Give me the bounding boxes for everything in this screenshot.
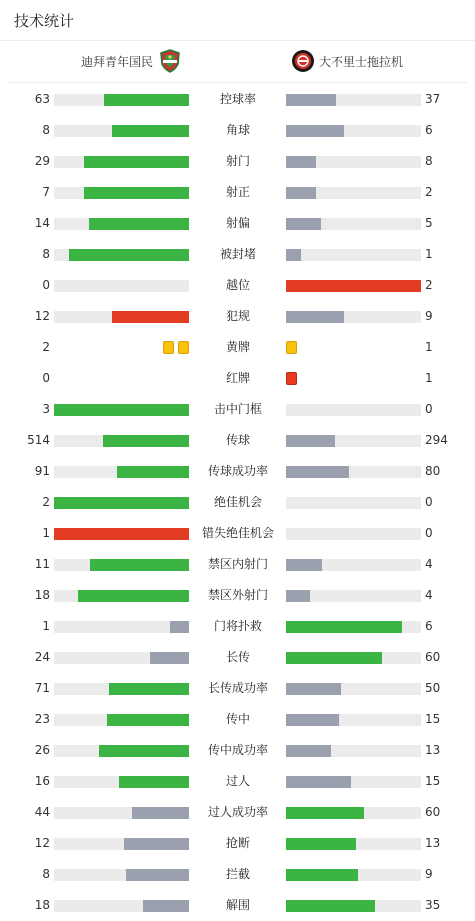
- home-bar-fill: [90, 559, 189, 571]
- home-value: 2: [42, 340, 50, 354]
- stat-row: [0, 549, 475, 580]
- stat-row: [0, 208, 475, 239]
- home-team[interactable]: [81, 49, 182, 73]
- stat-row: [0, 735, 475, 766]
- home-bar-fill: [117, 466, 189, 478]
- away-bar-track: [286, 218, 421, 230]
- stat-label: 抢断: [225, 836, 250, 850]
- away-value: 13: [425, 836, 441, 850]
- stat-label: 拦截: [225, 867, 250, 881]
- stat-label: 解围: [225, 898, 250, 912]
- home-value: 8: [42, 867, 50, 881]
- away-bar-fill: [286, 714, 339, 726]
- home-bar-track: [54, 776, 189, 788]
- away-bar-fill: [286, 94, 336, 106]
- home-value: 0: [42, 278, 50, 292]
- home-bar-track: [54, 497, 189, 509]
- home-value: 16: [34, 774, 50, 788]
- stat-row: [0, 890, 475, 921]
- away-bar-fill: [286, 869, 358, 881]
- shield-crest-icon: [158, 49, 182, 73]
- away-value: 15: [425, 712, 441, 726]
- home-cards: [163, 341, 189, 354]
- stat-row: [0, 859, 475, 890]
- away-bar-track: [286, 94, 421, 106]
- away-value: 0: [425, 402, 433, 416]
- away-bar-fill: [286, 466, 349, 478]
- stat-row: [0, 518, 475, 549]
- round-crest-icon: [291, 49, 315, 73]
- away-bar-track: [286, 838, 421, 850]
- away-bar-fill: [286, 280, 421, 292]
- away-bar-track: [286, 900, 421, 912]
- home-bar-fill: [78, 590, 189, 602]
- stat-row: [0, 611, 475, 642]
- away-value: 15: [425, 774, 441, 788]
- away-bar-track: [286, 807, 421, 819]
- away-bar-fill: [286, 590, 310, 602]
- home-bar-track: [54, 838, 189, 850]
- home-bar-track: [54, 590, 189, 602]
- home-bar-track: [54, 683, 189, 695]
- away-value: 4: [425, 588, 433, 602]
- home-value: 71: [34, 681, 50, 695]
- home-bar-fill: [150, 652, 189, 664]
- yellow-card-icon: [178, 341, 189, 354]
- away-bar-fill: [286, 218, 321, 230]
- home-bar-track: [54, 714, 189, 726]
- away-bar-fill: [286, 621, 402, 633]
- stat-row: [0, 177, 475, 208]
- yellow-card-icon: [163, 341, 174, 354]
- stat-row: [0, 301, 475, 332]
- stat-row: [0, 394, 475, 425]
- home-bar-track: [54, 187, 189, 199]
- stat-label: 黄牌: [225, 340, 250, 354]
- away-value: 5: [425, 216, 433, 230]
- home-value: 26: [34, 743, 50, 757]
- home-value: 29: [34, 154, 50, 168]
- stat-row: [0, 580, 475, 611]
- away-bar-track: [286, 683, 421, 695]
- home-bar-fill: [124, 838, 189, 850]
- away-bar-fill: [286, 156, 316, 168]
- home-bar-fill: [103, 435, 189, 447]
- home-bar-fill: [170, 621, 189, 633]
- teams-bar: [8, 41, 467, 83]
- home-value: 7: [42, 185, 50, 199]
- stat-row: [0, 642, 475, 673]
- home-bar-track: [54, 218, 189, 230]
- home-team-name: 迪拜青年国民: [80, 54, 153, 69]
- away-value: 6: [425, 619, 433, 633]
- away-bar-track: [286, 404, 421, 416]
- home-bar-track: [54, 559, 189, 571]
- home-value: 11: [34, 557, 50, 571]
- home-bar-fill: [54, 497, 189, 509]
- stat-label: 过人成功率: [207, 805, 268, 819]
- home-value: 12: [34, 836, 50, 850]
- stat-label: 过人: [225, 774, 250, 788]
- home-bar-fill: [84, 156, 189, 168]
- home-bar-track: [54, 869, 189, 881]
- home-value: 18: [34, 588, 50, 602]
- away-bar-fill: [286, 807, 364, 819]
- home-bar-track: [54, 652, 189, 664]
- home-bar-track: [54, 249, 189, 261]
- stat-label: 射门: [225, 154, 250, 168]
- away-value: 60: [425, 650, 441, 664]
- away-bar-track: [286, 621, 421, 633]
- away-value: 50: [425, 681, 441, 695]
- away-bar-track: [286, 125, 421, 137]
- stat-row: [0, 84, 475, 115]
- away-bar-fill: [286, 125, 344, 137]
- stat-label: 错失绝佳机会: [201, 526, 274, 540]
- away-bar-track: [286, 652, 421, 664]
- home-bar-track: [54, 745, 189, 757]
- away-bar-track: [286, 528, 421, 540]
- stat-row: [0, 456, 475, 487]
- home-value: 63: [34, 92, 50, 106]
- home-value: 18: [34, 898, 50, 912]
- stat-row: [0, 146, 475, 177]
- home-bar-fill: [126, 869, 189, 881]
- away-bar-fill: [286, 187, 316, 199]
- home-bar-track: [54, 528, 189, 540]
- home-bar-track: [54, 125, 189, 137]
- away-value: 35: [425, 898, 441, 912]
- away-bar-track: [286, 249, 421, 261]
- away-bar-fill: [286, 776, 351, 788]
- home-value: 8: [42, 123, 50, 137]
- stat-row: [0, 332, 475, 363]
- stats-list: [0, 83, 475, 921]
- page-title: 技术统计: [14, 12, 75, 30]
- home-value: 23: [34, 712, 50, 726]
- home-value: 8: [42, 247, 50, 261]
- away-team-name: 大不里士拖拉机: [319, 54, 404, 69]
- away-cards: [286, 372, 297, 385]
- home-bar-fill: [89, 218, 189, 230]
- away-bar-fill: [286, 311, 344, 323]
- away-bar-fill: [286, 249, 301, 261]
- stat-label: 传中成功率: [207, 743, 268, 757]
- home-value: 2: [42, 495, 50, 509]
- home-bar-fill: [104, 94, 189, 106]
- stat-row: [0, 766, 475, 797]
- stat-row: [0, 704, 475, 735]
- home-bar-fill: [54, 404, 189, 416]
- home-bar-track: [54, 435, 189, 447]
- stat-row: [0, 270, 475, 301]
- home-value: 12: [34, 309, 50, 323]
- away-bar-fill: [286, 683, 341, 695]
- red-card-icon: [286, 372, 297, 385]
- away-value: 13: [425, 743, 441, 757]
- stat-label: 被封堵: [219, 247, 256, 261]
- home-value: 91: [34, 464, 50, 478]
- away-bar-track: [286, 187, 421, 199]
- away-bar-track: [286, 311, 421, 323]
- away-value: 8: [425, 154, 433, 168]
- home-bar-fill: [84, 187, 189, 199]
- away-bar-track: [286, 745, 421, 757]
- away-bar-fill: [286, 900, 375, 912]
- home-bar-fill: [112, 125, 189, 137]
- away-value: 9: [425, 867, 433, 881]
- stat-row: [0, 115, 475, 146]
- stat-label: 角球: [225, 123, 250, 137]
- stat-row: [0, 487, 475, 518]
- home-bar-fill: [112, 311, 189, 323]
- home-bar-track: [54, 280, 189, 292]
- stat-label: 禁区内射门: [207, 557, 268, 571]
- away-bar-fill: [286, 559, 322, 571]
- home-bar-track: [54, 807, 189, 819]
- away-value: 80: [425, 464, 441, 478]
- away-value: 9: [425, 309, 433, 323]
- home-value: 0: [42, 371, 50, 385]
- stat-label: 传中: [225, 712, 250, 726]
- stat-label: 禁区外射门: [207, 588, 268, 602]
- stat-label: 门将扑救: [213, 619, 262, 633]
- home-bar-track: [54, 621, 189, 633]
- stat-row: [0, 673, 475, 704]
- away-bar-fill: [286, 435, 335, 447]
- away-bar-fill: [286, 652, 382, 664]
- stat-label: 传球成功率: [207, 464, 268, 478]
- home-bar-fill: [107, 714, 189, 726]
- away-value: 1: [425, 340, 433, 354]
- away-value: 2: [425, 278, 433, 292]
- home-bar-fill: [119, 776, 189, 788]
- home-value: 24: [34, 650, 50, 664]
- away-bar-fill: [286, 838, 356, 850]
- home-bar-track: [54, 466, 189, 478]
- home-value: 1: [42, 619, 50, 633]
- home-bar-track: [54, 404, 189, 416]
- away-value: 60: [425, 805, 441, 819]
- home-value: 514: [27, 433, 50, 447]
- stat-row: [0, 797, 475, 828]
- home-value: 14: [34, 216, 50, 230]
- away-bar-track: [286, 156, 421, 168]
- away-value: 4: [425, 557, 433, 571]
- away-bar-track: [286, 590, 421, 602]
- home-bar-fill: [132, 807, 189, 819]
- away-bar-track: [286, 497, 421, 509]
- home-bar-fill: [109, 683, 189, 695]
- home-bar-fill: [69, 249, 189, 261]
- stat-label: 绝佳机会: [213, 495, 262, 509]
- home-bar-track: [54, 311, 189, 323]
- away-value: 0: [425, 526, 433, 540]
- away-bar-track: [286, 776, 421, 788]
- stat-row: [0, 425, 475, 456]
- stat-row: [0, 828, 475, 859]
- away-cards: [286, 341, 297, 354]
- stat-row: [0, 239, 475, 270]
- away-value: 6: [425, 123, 433, 137]
- home-value: 3: [42, 402, 50, 416]
- home-value: 1: [42, 526, 50, 540]
- home-bar-track: [54, 156, 189, 168]
- stat-label: 射偏: [225, 216, 250, 230]
- stat-row: [0, 363, 475, 394]
- away-bar-track: [286, 559, 421, 571]
- away-value: 1: [425, 371, 433, 385]
- stat-label: 长传: [225, 650, 250, 664]
- home-bar-track: [54, 900, 189, 912]
- home-bar-fill: [54, 528, 189, 540]
- home-bar-fill: [99, 745, 189, 757]
- stat-label: 击中门框: [213, 402, 262, 416]
- away-bar-track: [286, 435, 421, 447]
- away-bar-track: [286, 466, 421, 478]
- away-value: 2: [425, 185, 433, 199]
- home-bar-track: [54, 94, 189, 106]
- away-bar-fill: [286, 745, 331, 757]
- away-bar-track: [286, 714, 421, 726]
- stat-label: 红牌: [225, 371, 250, 385]
- home-bar-fill: [143, 900, 189, 912]
- stat-label: 传球: [225, 433, 250, 447]
- stat-label: 越位: [225, 278, 250, 292]
- away-value: 0: [425, 495, 433, 509]
- stat-label: 长传成功率: [207, 681, 268, 695]
- yellow-card-icon: [286, 341, 297, 354]
- stat-label: 控球率: [219, 92, 256, 106]
- away-value: 37: [425, 92, 441, 106]
- away-bar-track: [286, 869, 421, 881]
- stat-label: 犯规: [225, 309, 250, 323]
- away-value: 294: [425, 433, 448, 447]
- away-value: 1: [425, 247, 433, 261]
- stats-header: [0, 0, 475, 41]
- home-value: 44: [34, 805, 50, 819]
- stat-label: 射正: [225, 185, 250, 199]
- away-bar-track: [286, 280, 421, 292]
- away-team[interactable]: [291, 49, 403, 73]
